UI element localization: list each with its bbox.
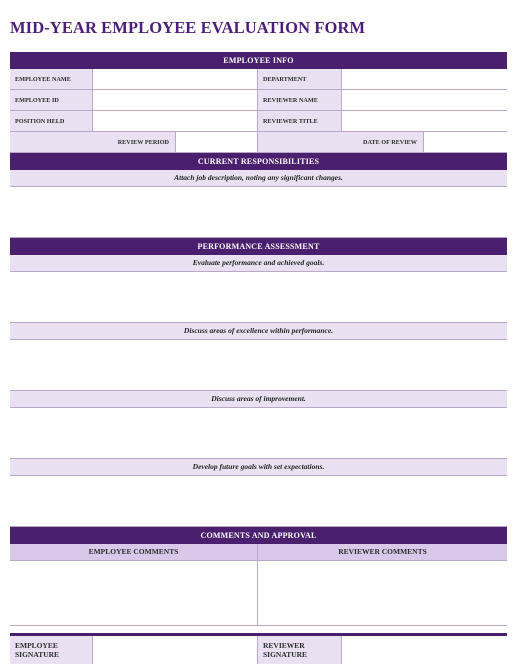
- assessment-prompt: Develop future goals with set expectations.: [10, 459, 507, 476]
- evaluation-form: [10, 52, 507, 664]
- responsibilities-instruction: Attach job description, noting any significant changes.: [10, 170, 507, 187]
- comments-approval-header: COMMENTS AND APPROVAL: [10, 527, 507, 544]
- reviewer-signature-label: [258, 636, 342, 664]
- employee-info-row-4: [10, 132, 507, 153]
- department-label: DEPARTMENT: [258, 69, 342, 89]
- employee-name-label: EMPLOYEE NAME: [10, 69, 93, 89]
- employee-signature-line-1: EMPLOYEE: [15, 641, 58, 650]
- assessment-prompt: Discuss areas of improvement.: [10, 391, 507, 408]
- position-held-field[interactable]: [93, 111, 258, 131]
- section-gap: [10, 626, 507, 633]
- reviewer-signature-field[interactable]: [342, 636, 507, 664]
- assessment-prompt: Evaluate performance and achieved goals.: [10, 255, 507, 272]
- employee-signature-label: [10, 636, 93, 664]
- date-of-review-field[interactable]: [424, 132, 507, 152]
- reviewer-comments-label: REVIEWER COMMENTS: [338, 547, 427, 556]
- assessment-prompt: Discuss areas of excellence within performance.: [10, 323, 507, 340]
- future-goals-field[interactable]: [10, 476, 507, 527]
- employee-name-field[interactable]: [93, 69, 258, 89]
- improvement-field[interactable]: [10, 408, 507, 459]
- excellence-field[interactable]: [10, 340, 507, 391]
- employee-info-header: EMPLOYEE INFO: [10, 52, 507, 69]
- position-held-label: POSITION HELD: [10, 111, 93, 131]
- employee-comments-label: EMPLOYEE COMMENTS: [10, 544, 258, 560]
- department-field[interactable]: [342, 69, 507, 89]
- employee-signature-field[interactable]: [93, 636, 258, 664]
- reviewer-title-field[interactable]: [342, 111, 507, 131]
- responsibilities-field[interactable]: [10, 187, 507, 238]
- performance-assessment-header: PERFORMANCE ASSESSMENT: [10, 238, 507, 255]
- review-period-label: REVIEW PERIOD: [10, 132, 176, 152]
- review-period-field[interactable]: [176, 132, 258, 152]
- employee-signature-line-2: SIGNATURE: [15, 650, 60, 659]
- signature-row: [10, 636, 507, 664]
- form-title: MID-YEAR EMPLOYEE EVALUATION FORM: [10, 18, 366, 37]
- reviewer-signature-line-1: REVIEWER: [263, 641, 305, 650]
- employee-info-row-2: [10, 90, 507, 111]
- date-of-review-label: DATE OF REVIEW: [258, 132, 424, 152]
- employee-comments-field[interactable]: [10, 561, 258, 625]
- employee-info-row-1: [10, 69, 507, 90]
- comments-fields: [10, 561, 507, 626]
- employee-info-row-3: [10, 111, 507, 132]
- current-responsibilities-header: CURRENT RESPONSIBILITIES: [10, 153, 507, 170]
- reviewer-name-label: REVIEWER NAME: [258, 90, 342, 110]
- reviewer-signature-line-2: SIGNATURE: [263, 650, 308, 659]
- comments-column-headers: [10, 544, 507, 561]
- employee-id-field[interactable]: [93, 90, 258, 110]
- reviewer-name-field[interactable]: [342, 90, 507, 110]
- reviewer-title-label: REVIEWER TITLE: [258, 111, 342, 131]
- reviewer-comments-field[interactable]: [258, 561, 507, 625]
- performance-goals-field[interactable]: [10, 272, 507, 323]
- employee-id-label: EMPLOYEE ID: [10, 90, 93, 110]
